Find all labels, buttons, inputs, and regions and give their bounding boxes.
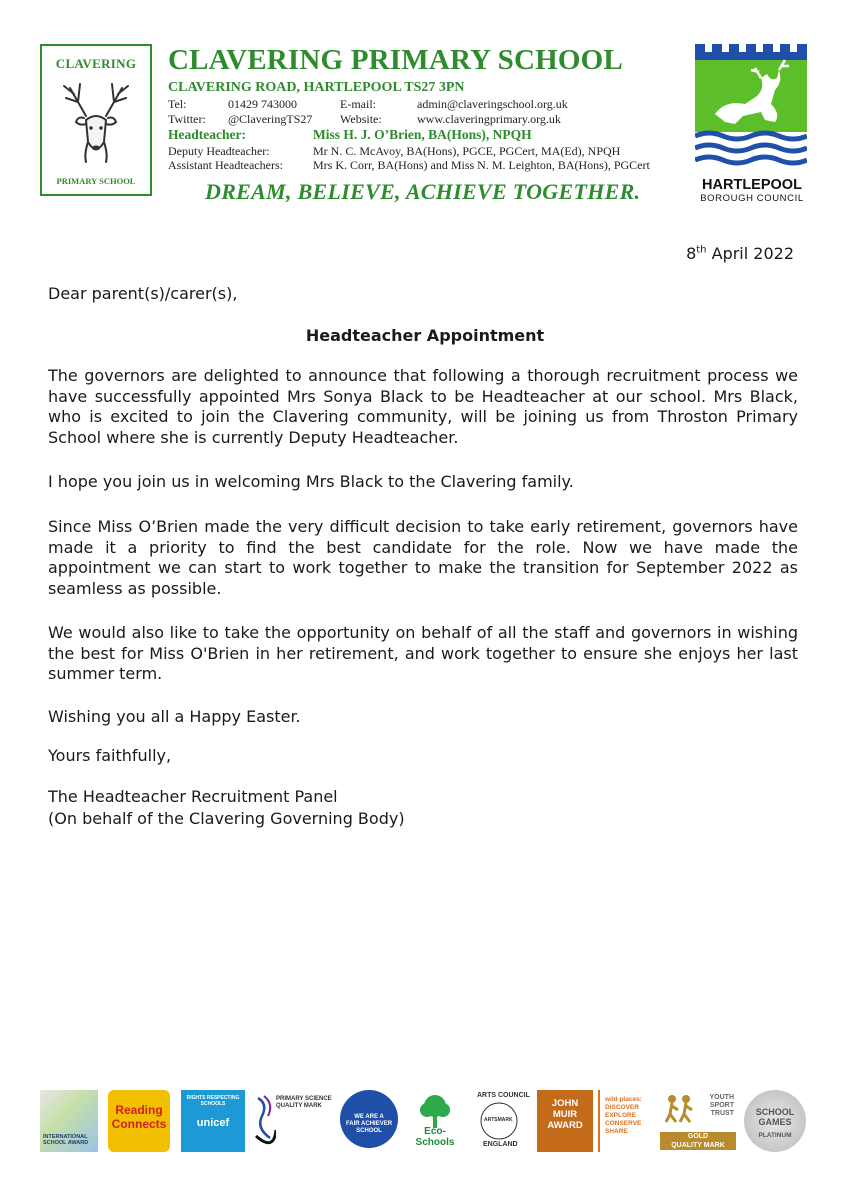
- youth-sport-trust-badge: [660, 1090, 736, 1152]
- rights-respecting-schools-badge: [181, 1090, 245, 1152]
- tel-value: 01429 743000: [228, 97, 297, 111]
- yst-gold-line-1: GOLD: [687, 1133, 709, 1140]
- signature-line-2: (On behalf of the Clavering Governing Body): [48, 809, 405, 828]
- paragraph-easter: Wishing you all a Happy Easter.: [48, 707, 301, 726]
- logo-bottom-text: PRIMARY SCHOOL: [56, 176, 136, 186]
- headteacher-label: Headteacher:: [168, 127, 246, 142]
- unicef-top-text: RIGHTS RESPECTING SCHOOLS: [186, 1095, 240, 1107]
- yst-gold-band: [660, 1132, 736, 1150]
- wild-line-2: DISCOVER: [605, 1104, 639, 1111]
- yst-gold-line-2: QUALITY MARK: [671, 1142, 725, 1149]
- science-swirl-icon: [254, 1090, 276, 1150]
- yst-line-1: YOUTH: [709, 1094, 734, 1101]
- fair-achiever-badge: [340, 1090, 398, 1148]
- email-value[interactable]: admin@claveringschool.org.uk: [417, 97, 568, 111]
- logo-top-text: CLAVERING: [55, 56, 137, 71]
- arts-bottom-text: ENGLAND: [483, 1141, 518, 1148]
- muir-line-3: AWARD: [547, 1120, 583, 1131]
- fair-line-3: SCHOOL: [356, 1128, 382, 1134]
- fair-line-2: FAIR ACHIEVER: [345, 1121, 393, 1127]
- games-line-1: SCHOOL: [755, 1107, 795, 1117]
- school-name: CLAVERING PRIMARY SCHOOL: [168, 44, 623, 76]
- council-subtitle: BOROUGH COUNCIL: [700, 193, 804, 204]
- artsmark-badge: [468, 1090, 530, 1152]
- email-label: E-mail:: [340, 97, 376, 111]
- assistant-label: Assistant Headteachers:: [168, 158, 283, 172]
- isa-text: INTERNATIONAL SCHOOL AWARD: [43, 1134, 89, 1146]
- arts-top-text: ARTS COUNCIL: [477, 1092, 530, 1099]
- eco-schools-badge: [405, 1090, 465, 1152]
- date-month-year: April 2022: [706, 244, 794, 263]
- school-motto: DREAM, BELIEVE, ACHIEVE TOGETHER.: [205, 179, 641, 204]
- primary-science-quality-mark-badge: [254, 1090, 334, 1152]
- tel-label: Tel:: [168, 97, 187, 111]
- headteacher-value: Miss H. J. O’Brien, BA(Hons), NPQH: [313, 127, 532, 142]
- wild-line-3: EXPLORE: [605, 1112, 637, 1119]
- yst-line-3: TRUST: [710, 1110, 734, 1117]
- international-school-award-badge: [40, 1090, 98, 1152]
- letter-date: [686, 244, 794, 263]
- twitter-label: Twitter:: [168, 112, 206, 126]
- reading-line-2: Connects: [111, 1117, 167, 1131]
- paragraph-thanks: We would also like to take the opportunity on behalf of all the staff and governors in wishing the best for Miss O'Brien in her retirement, and work together to ensure she enjoys her last summer term.: [48, 623, 798, 683]
- running-figures-icon: [662, 1092, 698, 1128]
- salutation: Dear parent(s)/carer(s),: [48, 284, 238, 303]
- deputy-label: Deputy Headteacher:: [168, 144, 270, 158]
- school-games-platinum-badge: [744, 1090, 806, 1152]
- yst-text: [710, 1094, 735, 1118]
- wild-places-badge: [598, 1090, 654, 1152]
- school-address: CLAVERING ROAD, HARTLEPOOL TS27 3PN: [168, 80, 465, 95]
- reading-line-1: Reading: [115, 1103, 163, 1117]
- closing: Yours faithfully,: [48, 746, 172, 765]
- john-muir-award-badge: [537, 1090, 593, 1152]
- website-value[interactable]: www.claveringprimary.org.uk: [417, 112, 561, 126]
- paragraph-retirement: Since Miss O’Brien made the very difficult decision to take early retirement, governors have made it a priority to find the best candidate for the role. Now we have made the appointment we can start to work together to make the transition for September 2022 as seamless as possible.: [48, 517, 798, 598]
- paragraph-appointment: The governors are delighted to announce that following a thorough recruitment process we have successfully appointed Mrs Sonya Black to be Headteacher at our school. Mrs Black, who is excited to join the Clavering community, will be joining us from Throston Primary School where she is currently Deputy Headteacher.: [48, 366, 798, 447]
- games-line-2: GAMES: [758, 1117, 792, 1127]
- council-crest-logo: [695, 44, 807, 170]
- paragraph-welcome: I hope you join us in welcoming Mrs Black to the Clavering family.: [48, 472, 574, 491]
- reading-connects-badge: [108, 1090, 170, 1152]
- wild-line-1: wild places:: [605, 1096, 642, 1103]
- unicef-text: unicef: [196, 1117, 230, 1129]
- wild-line-5: SHARE: [605, 1128, 628, 1135]
- council-name: HARTLEPOOL: [702, 177, 802, 193]
- science-text: PRIMARY SCIENCE QUALITY MARK: [276, 1096, 332, 1109]
- muir-line-2: MUIR: [552, 1109, 578, 1120]
- deputy-value: Mr N. C. McAvoy, BA(Hons), PGCE, PGCert, MA(Ed), NPQH: [313, 144, 621, 158]
- signature-block: [48, 786, 798, 830]
- eco-text: Eco-Schools: [415, 1126, 455, 1148]
- fair-line-1: WE ARE A: [354, 1114, 384, 1120]
- muir-line-1: JOHN: [551, 1098, 579, 1109]
- games-level: PLATINUM: [758, 1132, 792, 1139]
- date-suffix: th: [696, 244, 707, 256]
- school-crest-logo: [40, 44, 152, 196]
- date-day: 8: [686, 244, 697, 263]
- yst-line-2: SPORT: [709, 1102, 734, 1109]
- signature-line-1: The Headteacher Recruitment Panel: [48, 787, 338, 806]
- wild-line-4: CONSERVE: [605, 1120, 642, 1127]
- assistant-value: Mrs K. Corr, BA(Hons) and Miss N. M. Leighton, BA(Hons), PGCert: [313, 158, 650, 172]
- stag-head-icon: [56, 76, 136, 166]
- website-label: Website:: [340, 112, 382, 126]
- letter-subject: Headteacher Appointment: [305, 326, 545, 345]
- twitter-value[interactable]: @ClaveringTS27: [228, 112, 313, 126]
- arts-mid-text: ARTSMARK: [484, 1117, 513, 1123]
